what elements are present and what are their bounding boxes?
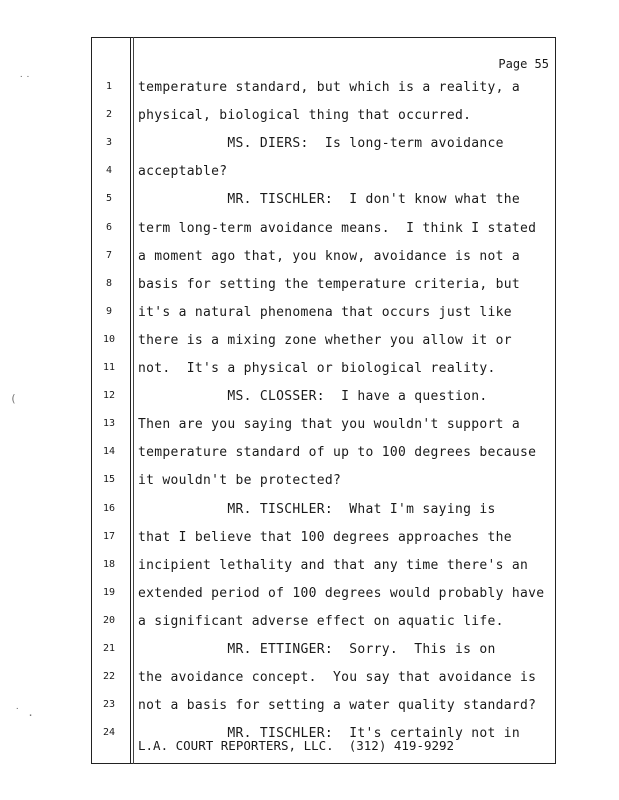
transcript-line: basis for setting the temperature criteria, but xyxy=(138,276,520,292)
transcript-line: there is a mixing zone whether you allow it or xyxy=(138,332,512,348)
line-number: 23 xyxy=(102,699,116,711)
scan-speck: ˙ . xyxy=(14,706,34,719)
line-number-rule xyxy=(130,37,131,764)
transcript-line: MR. TISCHLER: I don't know what the xyxy=(138,192,520,208)
line-number: 4 xyxy=(105,165,113,177)
page-number: Page 55 xyxy=(498,57,549,71)
line-number: 17 xyxy=(102,530,116,542)
transcript-line: it wouldn't be protected? xyxy=(138,473,342,489)
transcript-line: temperature standard of up to 100 degrees because xyxy=(138,445,537,461)
line-number: 14 xyxy=(102,446,116,458)
transcript-line: incipient lethality and that any time there's an xyxy=(138,557,529,573)
line-number: 8 xyxy=(105,277,113,289)
transcript-line: term long-term avoidance means. I think I stated xyxy=(138,220,537,236)
line-number: 22 xyxy=(102,671,116,683)
transcript-line: acceptable? xyxy=(138,164,228,180)
line-number: 7 xyxy=(105,249,113,261)
line-number: 3 xyxy=(105,137,113,149)
line-number-rule-inner xyxy=(133,37,134,764)
line-number: 13 xyxy=(102,418,116,430)
line-number: 10 xyxy=(102,333,116,345)
line-number: 15 xyxy=(102,474,116,486)
line-number: 1 xyxy=(105,81,113,92)
transcript-line: MR. TISCHLER: It's certainly not in xyxy=(138,726,520,742)
transcript-line: Then are you saying that you wouldn't support a xyxy=(138,417,520,433)
transcript-line: MS. DIERS: Is long-term avoidance xyxy=(138,136,504,152)
transcript-line: extended period of 100 degrees would probably have xyxy=(138,585,545,601)
transcript-line: MR. TISCHLER: What I'm saying is xyxy=(138,501,496,517)
transcript-line: temperature standard, but which is a reality, a xyxy=(138,80,520,95)
line-number: 24 xyxy=(102,727,116,739)
line-number: 2 xyxy=(105,109,113,121)
transcript-line: a moment ago that, you know, avoidance is not a xyxy=(138,248,520,264)
line-number: 21 xyxy=(102,643,116,654)
scan-speck: ( xyxy=(10,392,17,405)
line-number: 5 xyxy=(105,193,113,205)
transcript-line: that I believe that 100 degrees approaches the xyxy=(138,529,512,545)
transcript-line: the avoidance concept. You say that avoidance is xyxy=(138,670,537,686)
scan-speck: ˙˙ xyxy=(18,74,32,87)
reporter-footer: L.A. COURT REPORTERS, LLC. (312) 419-9292 xyxy=(138,738,455,753)
line-number: 6 xyxy=(105,221,113,233)
line-number: 20 xyxy=(102,614,116,626)
line-number: 19 xyxy=(102,586,116,598)
transcript-line: physical, biological thing that occurred. xyxy=(138,108,472,124)
line-number: 18 xyxy=(102,558,116,570)
transcript-line: MS. CLOSSER: I have a question. xyxy=(138,389,488,405)
transcript-line: not a basis for setting a water quality standard? xyxy=(138,698,537,714)
line-number: 12 xyxy=(102,390,116,402)
line-number: 16 xyxy=(102,502,116,514)
line-number: 11 xyxy=(102,362,116,373)
transcript-line: a significant adverse effect on aquatic life. xyxy=(138,613,504,629)
transcript-line: not. It's a physical or biological reality. xyxy=(138,361,496,376)
line-number: 9 xyxy=(105,305,113,317)
transcript-line: MR. ETTINGER: Sorry. This is on xyxy=(138,642,496,657)
transcript-line: it's a natural phenomena that occurs just like xyxy=(138,304,512,320)
